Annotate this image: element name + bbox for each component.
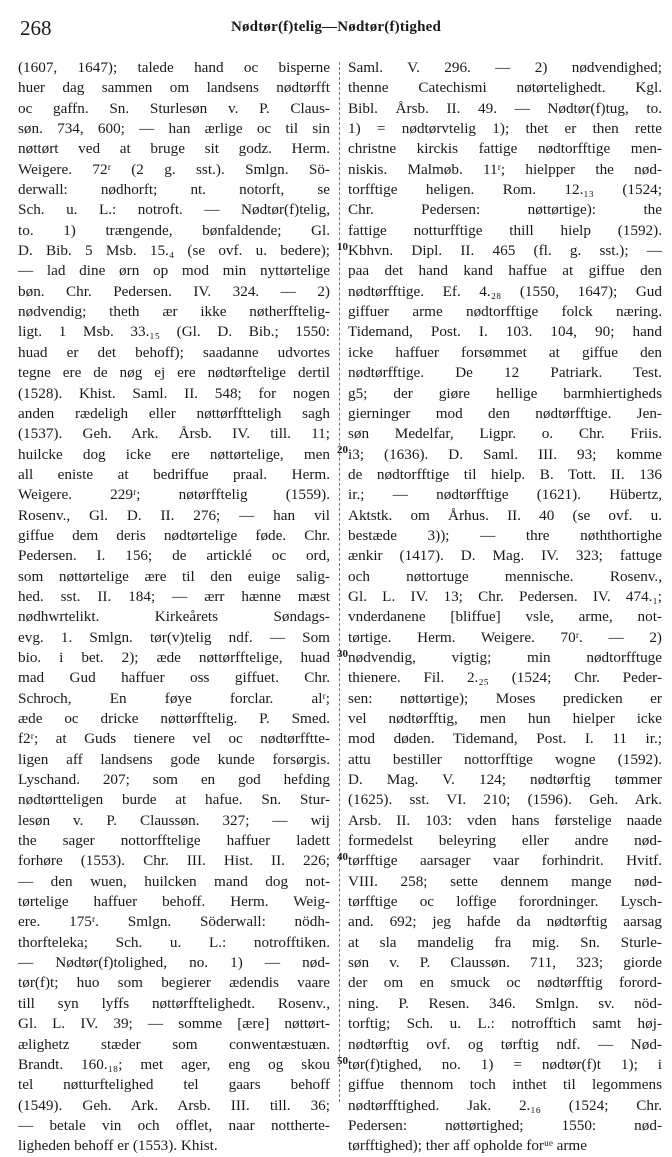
text-line: Sch. u. L.: notroft. — Nødtør(f)telig, — [18, 201, 330, 219]
text-line: VIII. 258; sette dennem mange nød- — [348, 872, 662, 890]
text-line: torftig; Sch. u. L.: notrofftich samt høj- — [348, 1015, 662, 1033]
running-head: Nødtør(f)telig—Nødtør(f)tighed — [230, 19, 442, 35]
text-line: ere. 175ʳ. Smlgn. Söderwall: nödh- — [18, 913, 330, 931]
text-line: oc gaffn. Sn. Sturlesøn v. P. Claus- — [18, 99, 330, 117]
text-line: nøttørt ved at bruge sit godz. Herm. — [18, 140, 330, 158]
left-column — [18, 58, 330, 1157]
text-line: formedelst beleyring eller andre nød- — [348, 832, 662, 850]
text-line: ligheden behoff er (1553). Khist. — [18, 1137, 218, 1155]
text-line: och nøttortuge mennische. Rosenv., — [348, 567, 662, 585]
text-line: the sager nottorfftelige haffuer ladett — [18, 832, 330, 850]
text-line: huad er det behoff); saadanne udvortes — [18, 343, 330, 361]
text-line: icke haffuer forsømmet at giffue den — [348, 343, 662, 361]
text-line: nødvendig, vigtig; min nødtorfftuge — [348, 648, 662, 666]
right-column — [348, 58, 662, 1157]
text-line: forhøre (1553). Chr. III. Hist. II. 226; — [18, 852, 330, 870]
text-line: anden rædeligh eller nøttørfftteligh sagh — [18, 404, 330, 422]
column-divider — [339, 62, 340, 1102]
text-line: bestæde 3)); — thre nøththortighe — [348, 526, 662, 544]
text-line: giffue dem deris nødtørtelige føde. Chr. — [18, 526, 330, 544]
text-line: tørtige. Herm. Weigere. 70ʳ. — 2) — [348, 628, 662, 646]
text-line: giffuer arme nødtorfftige folck næring. — [348, 303, 662, 321]
text-line: — Nødtør(f)tolighed, no. 1) — nød- — [18, 954, 330, 972]
text-line: christne kirckis fattige nødtorfftige men- — [348, 140, 662, 158]
text-line: nødtørfftighed. Jak. 2.₁₆ (1524; Chr. — [348, 1096, 662, 1114]
line-number: 10 — [337, 241, 348, 253]
text-line: Gl. L. IV. 39; — somme [ære] nøttørt- — [18, 1015, 330, 1033]
text-line: sen: nøttørtige); Moses predicken er — [348, 689, 662, 707]
text-line: thorfteleka; Sch. u. L.: notrofftiken. — [18, 933, 330, 951]
text-line: Lyschand. 207; som en god hefding — [18, 771, 330, 789]
text-line: nødtørfftige. De 12 Patriark. Test. — [348, 364, 662, 382]
text-line: Weigere. 229ʳ; nøtørfftelig (1559). — [18, 486, 330, 504]
text-line: thienere. Fil. 2.₂₅ (1524; Chr. Peder- — [348, 669, 662, 687]
text-line: — lad dine ørn op mod min nyttørtelige — [18, 262, 330, 280]
text-line: to. 1) trængende, bønfaldende; Gl. — [18, 221, 330, 239]
text-line: 1) = nødtørvtelig 1); thet er then rette — [348, 120, 662, 138]
text-line: Arsb. II. 103: vden hans førstelige naade — [348, 811, 662, 829]
text-line: torfftige heligen. Rom. 12.₁₃ (1524; — [348, 181, 662, 199]
line-number: 40 — [337, 851, 348, 863]
text-line: niskis. Malmøb. 11ʳ; hielpper the nød- — [348, 160, 662, 178]
text-line: tørfftige aarsager vaar forhindrit. Hvitf. — [348, 852, 662, 870]
text-line: Saml. V. 296. — 2) nødvendighed; — [348, 59, 662, 76]
text-line: g5; der giøre hellige barmhiertigheds — [348, 384, 662, 402]
text-line: tørfftige oc loffige forordninger. Lysch- — [348, 893, 662, 911]
text-line: ir.; — nødtørfftige (1621). Hübertz, — [348, 486, 662, 504]
text-line: D. Bib. 5 Msb. 15.₄ (se ovf. u. bedere); — [18, 242, 330, 260]
text-line: mad Gud haffuer oss giffuet. Chr. — [18, 669, 330, 687]
text-line: mod døden. Tidemand, Post. I. 11 ir.; — [348, 730, 662, 748]
text-line: and. 692; jeg hafde da nødtørftig aarsag — [348, 913, 662, 931]
text-line: ning. P. Resen. 346. Smlgn. sv. nöd- — [348, 994, 662, 1012]
text-line: till syn lyffs nøttørfftelighedt. Rosenv., — [18, 994, 330, 1012]
text-line: (1549). Geh. Ark. Arsb. III. till. 36; — [18, 1096, 330, 1114]
text-line: Schroch, En føye forclar. alʳ; — [18, 689, 330, 707]
text-line: tørtelige haffuer behoff. Herm. Weig- — [18, 893, 330, 911]
text-line: søn v. P. Claussøn. 711, 323; giorde — [348, 954, 662, 972]
text-line: fattige notturfftige thill hielp (1592). — [348, 221, 662, 239]
text-line: derwall: nødhorft; nt. notorft, se — [18, 181, 330, 199]
text-line: nødtørtteligen burde at hafue. Sn. Stur- — [18, 791, 330, 809]
text-line: tegne ere de nøg ej ere nødtørftelige dertil — [18, 364, 330, 382]
text-line: paa det hand kand haffue at giffue den — [348, 262, 662, 280]
text-line: — betale vin och offlet, naar nottherte- — [18, 1116, 330, 1134]
line-number: 30 — [337, 648, 348, 660]
text-line: Pedersen. I. 156; de articklé oc ord, — [18, 547, 330, 565]
text-line: Aktstk. om Århus. II. 40 (se ovf. u. — [348, 506, 662, 524]
text-line: huilcke dog icke ere nøttørtelige, men — [18, 445, 330, 463]
text-line: evg. 1. Smlgn. tør(v)telig ndf. — Som — [18, 628, 330, 646]
text-line: nødhwrtelikt. Kirkeårets Søndags- — [18, 608, 330, 626]
text-line: nødtørftig ovf. og tørftig ndf. — Nød- — [348, 1035, 662, 1053]
text-line: bøn. Chr. Pedersen. IV. 324. — 2) — [18, 282, 330, 300]
page-header — [0, 0, 672, 50]
text-line: nødvendig; theth ær ikke nøtherfftelig- — [18, 303, 330, 321]
text-line: tel nøtturftelighed tel gaars behoff — [18, 1076, 330, 1094]
text-line: (1625). sst. VI. 210; (1596). Geh. Ark. — [348, 791, 662, 809]
text-line: nødtørfftige. Ef. 4.₂₈ (1550, 1647); Gud — [348, 282, 662, 300]
text-line: ænkir (1417). D. Mag. IV. 323; fattuge — [348, 547, 662, 565]
text-line: bio. i bet. 2); æde nøttørfftelige, huad — [18, 648, 330, 666]
text-line: thenne Catechismi nøtørtelighedt. Kgl. — [348, 79, 662, 97]
text-line: Pedersen: nøttørtighed; 1550: nød- — [348, 1116, 662, 1134]
text-line: Chr. Pedersen: nøttørtige): the — [348, 201, 662, 219]
text-line: huer dag sammen om landsens nødtørfft — [18, 79, 330, 97]
text-line: der om en smuck oc nødtørfftig forord- — [348, 974, 662, 992]
text-line: (1528). Khist. Saml. II. 548; for nogen — [18, 384, 330, 402]
text-line: D. Mag. V. 124; nødtørftig tømmer — [348, 771, 662, 789]
text-line: i3; (1636). D. Saml. III. 93; komme — [348, 445, 662, 463]
text-line: — den wuen, huilcken mand dog not- — [18, 872, 330, 890]
text-line: tørfftighed); ther aff opholde forᵘᵉ arme — [348, 1137, 587, 1155]
text-line: søn Medelfar, Ligpr. o. Chr. Friis. — [348, 425, 662, 443]
text-line: Rosenv., Gl. D. II. 276; — han vil — [18, 506, 330, 524]
text-line: Kbhvn. Dipl. II. 465 (fl. g. sst.); — — [348, 242, 662, 260]
text-line: ælighetz stæder som conwentæstuæn. — [18, 1035, 330, 1053]
text-line: Weigere. 72ʳ (2 g. sst.). Smlgn. Sö- — [18, 160, 330, 178]
text-line: vnderdanene [bliffue] vsle, arme, not- — [348, 608, 662, 626]
text-line: lesøn v. P. Claussøn. 327; — wij — [18, 811, 330, 829]
text-line: giffue thennom toch inthet til legommens — [348, 1076, 662, 1094]
page-number: 268 — [20, 16, 52, 40]
text-line: all eniste at bedriffue praal. Herm. — [18, 465, 330, 483]
text-line: Brandt. 160.₁₈; met ager, eng og skou — [18, 1055, 330, 1073]
text-line: (1607, 1647); talede hand oc bisperne — [18, 59, 330, 76]
text-line: tør(f)t; huo som begierer ædendis vaare — [18, 974, 330, 992]
text-line: gierninger mod den nødtørfftige. Jen- — [348, 404, 662, 422]
text-line: Gl. L. IV. 13; Chr. Pedersen. IV. 474.₁; — [348, 587, 662, 605]
text-line: ligen aff landsens gode kunde forsørgis. — [18, 750, 330, 768]
text-line: at sla mandelig fra mig. Sn. Sturle- — [348, 933, 662, 951]
text-line: ligt. 1 Msb. 33.₁₅ (Gl. D. Bib.; 1550: — [18, 323, 330, 341]
text-line: som nøttørtelige ære til den euige salig- — [18, 567, 330, 585]
line-number: 50 — [337, 1055, 348, 1067]
text-line: f2ʳ; at Guds tienere vel oc nødtørfftte- — [18, 730, 330, 748]
text-line: søn. 734, 600; — han ærlige oc til sin — [18, 120, 330, 138]
text-line: tør(f)tighed, no. 1) = nødtør(f)t 1); i — [348, 1055, 662, 1073]
text-line: vel nødtørfftig, men hun hielper icke — [348, 710, 662, 727]
text-line: Tidemand, Post. I. 103. 104, 90; hand — [348, 323, 662, 341]
text-line: de nødtorfftige til hielp. B. Tott. II. 136 — [348, 465, 662, 483]
text-line: hed. sst. II. 184; — ærr hænne mæst — [18, 587, 330, 605]
text-line: æde oc dricke nøttørfftelig. P. Smed. — [18, 710, 330, 727]
text-line: (1537). Geh. Ark. Årsb. IV. till. 11; — [18, 425, 330, 443]
text-line: attu bestiller nottorfftige wogne (1592). — [348, 750, 662, 768]
text-line: Bibl. Årsb. II. 49. — Nødtør(f)tug, to. — [348, 99, 662, 117]
line-number: 20 — [337, 444, 348, 456]
